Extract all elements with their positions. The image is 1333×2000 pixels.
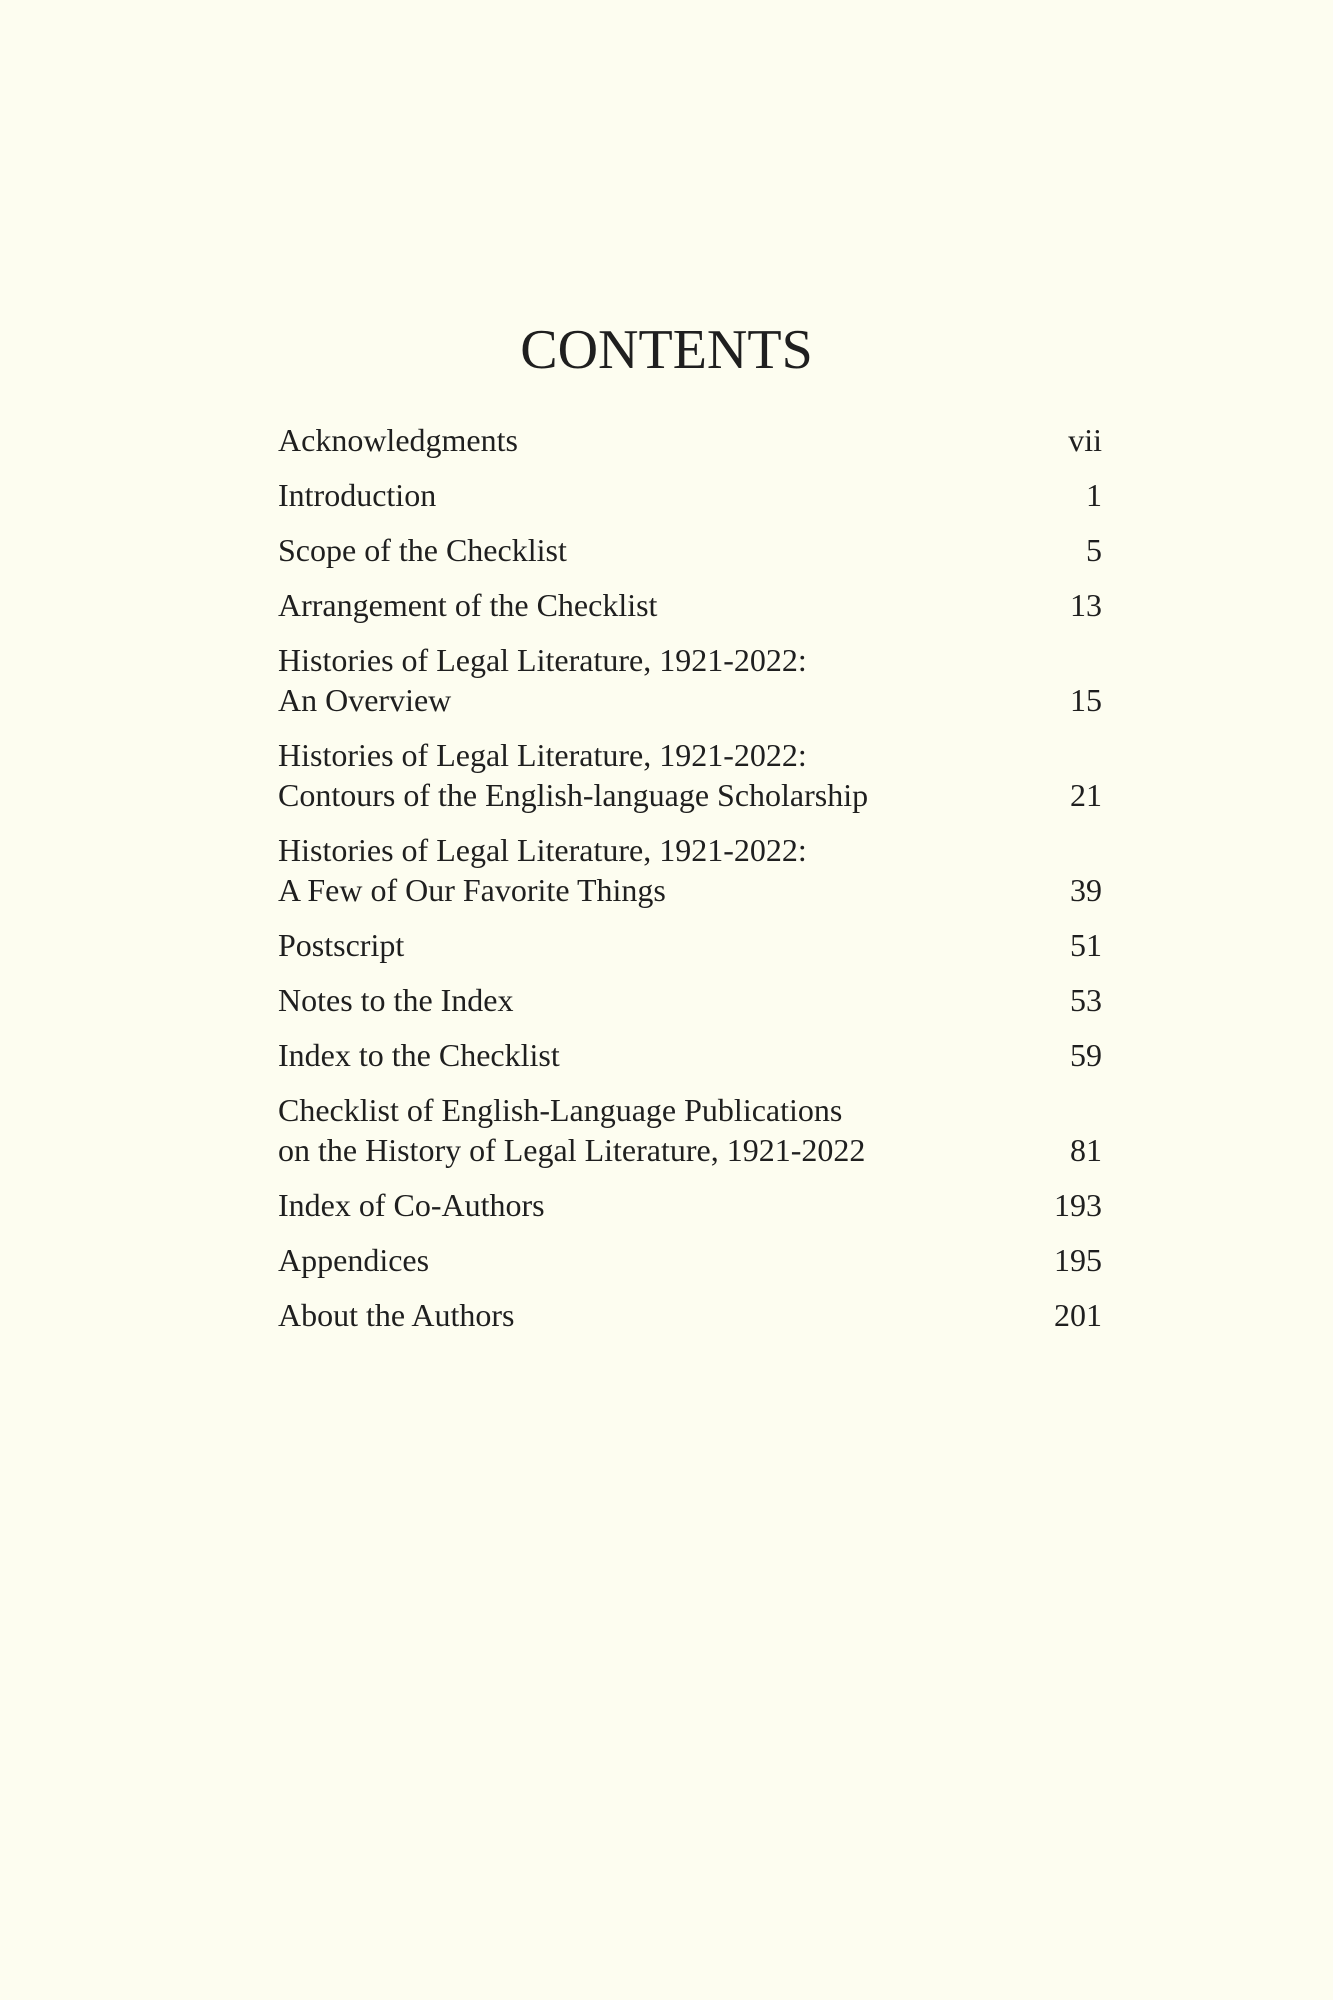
toc-entry-acknowledgments[interactable]	[278, 420, 1102, 460]
toc-entry-label: Arrangement of the Checklist	[278, 587, 658, 623]
toc-entry-overview[interactable]	[278, 640, 1102, 720]
toc-entry-page-number: 15	[1070, 682, 1102, 718]
toc-entry-label: Introduction	[278, 477, 437, 513]
toc-entry-page-number: 51	[1070, 927, 1102, 963]
toc-entry-page-number: 5	[1086, 532, 1102, 568]
toc-entry-page-number: 21	[1070, 777, 1102, 813]
toc-entry-favorite-things[interactable]	[278, 830, 1102, 910]
toc-entry-page-number: 193	[1054, 1187, 1102, 1223]
toc-entry-postscript[interactable]	[278, 925, 1102, 965]
toc-entry-label: About the Authors	[278, 1297, 515, 1333]
toc-entry-arrangement[interactable]	[278, 585, 1102, 625]
toc-entry-page-number: 81	[1070, 1132, 1102, 1168]
toc-entry-scope[interactable]	[278, 530, 1102, 570]
toc-entry-label: Index to the Checklist	[278, 1037, 560, 1073]
toc-entry-label: Histories of Legal Literature, 1921-2022: Contours of the English-language Scholarship	[278, 737, 869, 813]
toc-entry-page-number: 195	[1054, 1242, 1102, 1278]
toc-entry-label: Histories of Legal Literature, 1921-2022: A Few of Our Favorite Things	[278, 832, 807, 908]
toc-entry-page-number: vii	[1068, 422, 1102, 458]
toc-entry-label: Index of Co-Authors	[278, 1187, 545, 1223]
toc-entry-introduction[interactable]	[278, 475, 1102, 515]
toc-entry-label: Histories of Legal Literature, 1921-2022: An Overview	[278, 642, 807, 718]
page-title: CONTENTS	[520, 319, 813, 381]
toc-entry-label: Acknowledgments	[278, 422, 518, 458]
toc-entry-about-the-authors[interactable]	[278, 1295, 1102, 1335]
toc-entry-label: Postscript	[278, 927, 405, 963]
toc-entry-page-number: 201	[1054, 1297, 1102, 1333]
toc-entry-page-number: 13	[1070, 587, 1102, 623]
toc-entry-appendices[interactable]	[278, 1240, 1102, 1280]
toc-entry-checklist[interactable]	[278, 1090, 1102, 1170]
toc-entry-label: Notes to the Index	[278, 982, 514, 1018]
toc-entry-index-to-checklist[interactable]	[278, 1035, 1102, 1075]
toc-entry-page-number: 59	[1070, 1037, 1102, 1073]
toc-entry-label: Appendices	[278, 1242, 430, 1278]
toc-entry-page-number: 1	[1086, 477, 1102, 513]
toc-entry-notes-to-index[interactable]	[278, 980, 1102, 1020]
toc-entry-page-number: 39	[1070, 872, 1102, 908]
toc-entry-index-of-co-authors[interactable]	[278, 1185, 1102, 1225]
toc-entry-page-number: 53	[1070, 982, 1102, 1018]
toc-entry-contours[interactable]	[278, 735, 1102, 815]
table-of-contents	[278, 420, 1102, 1350]
toc-entry-label: Checklist of English-Language Publications on the History of Legal Literature, 1921-2022	[278, 1092, 866, 1168]
toc-entry-label: Scope of the Checklist	[278, 532, 567, 568]
